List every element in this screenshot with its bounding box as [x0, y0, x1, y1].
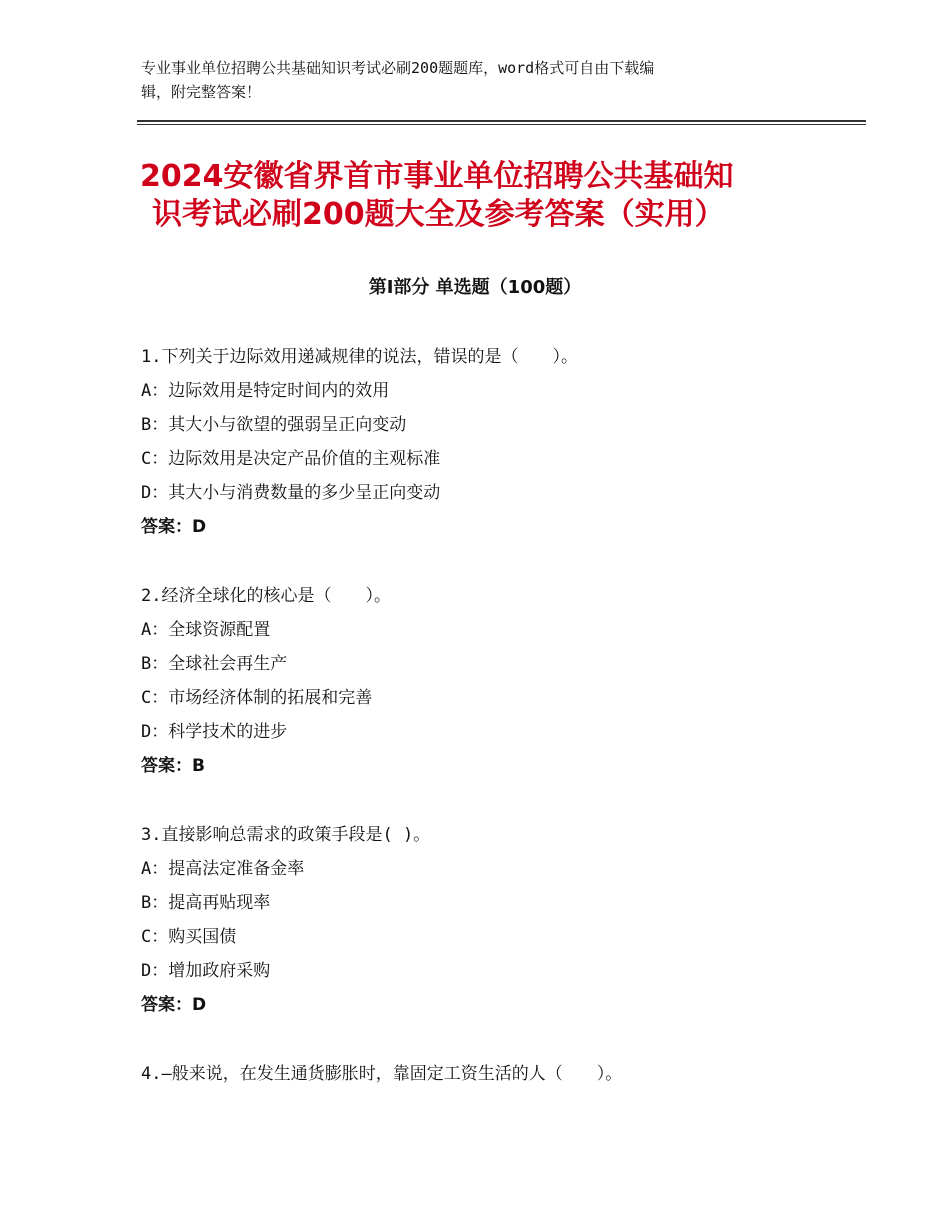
question-stem: 4.—般来说，在发生通货膨胀时，靠固定工资生活的人（ ）。 [141, 1064, 623, 1084]
question-stem: 1.下列关于边际效用递减规律的说法，错误的是（ ）。 [141, 347, 578, 367]
option-b: B：提高再贴现率 [141, 893, 271, 913]
header-divider-thick [137, 120, 866, 122]
option-b: B：全球社会再生产 [141, 654, 288, 674]
option-c: C：购买国债 [141, 927, 237, 947]
question-1 [141, 340, 841, 544]
header-divider-thin [137, 124, 866, 125]
question-stem: 2.经济全球化的核心是（ ）。 [141, 586, 391, 606]
section-heading: 第I部分 单选题（100题） [368, 277, 582, 298]
answer: 答案：D [141, 995, 207, 1015]
document-title-line-2: 识考试必刷200题大全及参考答案（实用） [152, 197, 725, 232]
header-note [141, 56, 801, 104]
option-a: A：全球资源配置 [141, 620, 271, 640]
header-note-line-1: 专业事业单位招聘公共基础知识考试必刷200题题库，word格式可自由下载编 [141, 59, 655, 77]
document-title [140, 158, 840, 234]
option-d: D：增加政府采购 [141, 961, 271, 981]
answer: 答案：D [141, 517, 207, 537]
document-title-line-1: 2024安徽省界首市事业单位招聘公共基础知 [140, 159, 734, 194]
option-a: A：边际效用是特定时间内的效用 [141, 381, 390, 401]
option-a: A：提高法定准备金率 [141, 859, 305, 879]
option-c: C：市场经济体制的拓展和完善 [141, 688, 373, 708]
question-4 [141, 1057, 841, 1091]
question-3 [141, 818, 841, 1022]
question-stem: 3.直接影响总需求的政策手段是( )。 [141, 825, 431, 845]
header-note-line-2: 辑，附完整答案！ [141, 83, 262, 101]
header-divider [137, 120, 866, 125]
option-d: D：其大小与消费数量的多少呈正向变动 [141, 483, 441, 503]
option-d: D：科学技术的进步 [141, 722, 288, 742]
answer: 答案：B [141, 756, 205, 776]
question-2 [141, 579, 841, 783]
option-c: C：边际效用是决定产品价值的主观标准 [141, 449, 441, 469]
option-b: B：其大小与欲望的强弱呈正向变动 [141, 415, 407, 435]
